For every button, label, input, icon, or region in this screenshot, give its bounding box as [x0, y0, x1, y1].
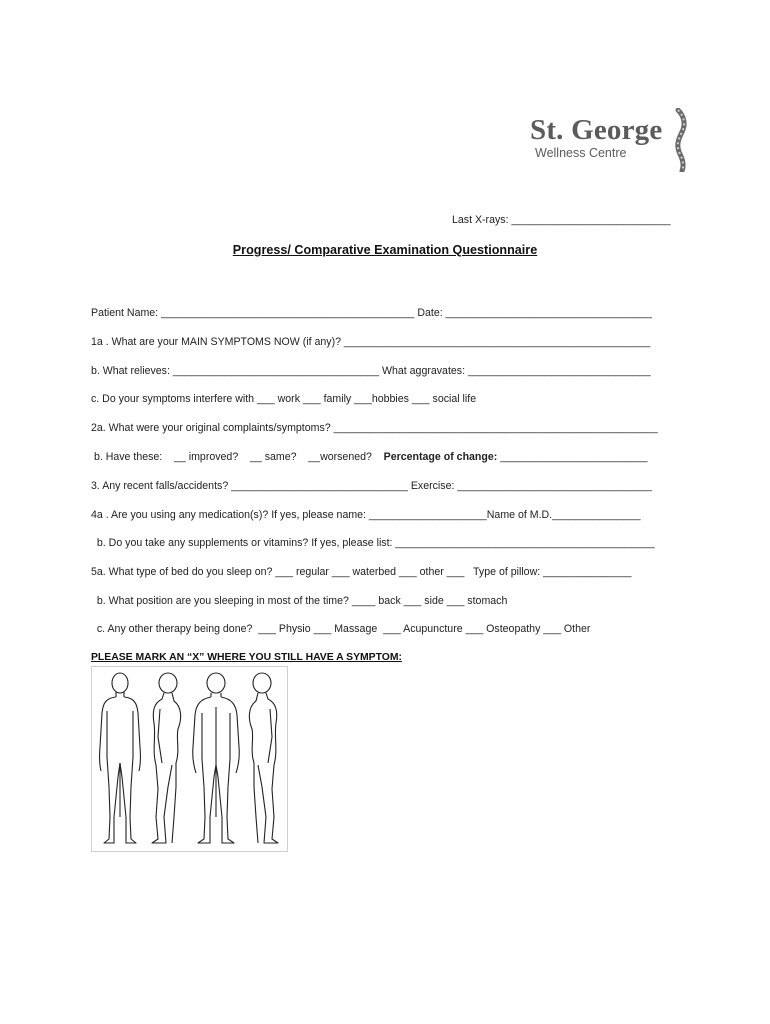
question-2b-options: b. Have these: __ improved? __ same? __worsened? — [91, 451, 384, 463]
body-front-view — [100, 673, 141, 843]
body-diagram[interactable] — [91, 666, 288, 852]
question-5b[interactable]: b. What position are you sleeping in most of the time? ____ back ___ side ___ stomach — [91, 595, 508, 607]
spine-icon — [664, 108, 690, 172]
question-2b[interactable] — [91, 451, 648, 463]
question-1c[interactable]: c. Do your symptoms interfere with ___ work ___ family ___hobbies ___ social life — [91, 393, 477, 405]
question-1a[interactable]: 1a . What are your MAIN SYMPTOMS NOW (if any)? ____________________________________________________ — [91, 336, 651, 348]
logo-subtitle: Wellness Centre — [535, 146, 627, 160]
logo-name: St. George — [530, 114, 663, 146]
question-1b[interactable]: b. What relieves: ___________________________________ What aggravates: _______________________________ — [91, 365, 651, 377]
body-back-view — [193, 673, 240, 843]
body-diagram-svg — [92, 667, 287, 851]
last-xrays-field[interactable]: Last X-rays: ___________________________ — [452, 214, 671, 226]
form-title: Progress/ Comparative Examination Questionnaire — [232, 243, 538, 257]
percentage-change-label: Percentage of change: — [383, 451, 498, 463]
question-3[interactable]: 3. Any recent falls/accidents? ______________________________ Exercise: _________________________________ — [91, 480, 652, 492]
question-5a[interactable]: 5a. What type of bed do you sleep on? ___ regular ___ waterbed ___ other ___ Type of pillow: _______________ — [91, 566, 632, 578]
patient-name-date-field[interactable]: Patient Name: ___________________________________________ Date: ___________________________________ — [91, 307, 652, 319]
question-4b[interactable]: b. Do you take any supplements or vitamins? If yes, please list: ____________________________________________ — [91, 537, 655, 549]
mark-symptom-heading: PLEASE MARK AN “X” WHERE YOU STILL HAVE A SYMPTOM: — [91, 652, 402, 663]
question-4a[interactable]: 4a . Are you using any medication(s)? If yes, please name: ____________________Name of M.D._______________ — [91, 509, 641, 521]
body-side-view-2 — [249, 673, 278, 843]
percentage-change-blank: _________________________ — [497, 451, 648, 463]
question-5c[interactable]: c. Any other therapy being done? ___ Physio ___ Massage ___ Acupuncture ___ Osteopathy ___ Other — [91, 623, 591, 635]
clinic-logo — [528, 108, 698, 174]
body-side-view-1 — [152, 673, 181, 843]
question-2a[interactable]: 2a. What were your original complaints/symptoms? _______________________________________________________ — [91, 422, 658, 434]
